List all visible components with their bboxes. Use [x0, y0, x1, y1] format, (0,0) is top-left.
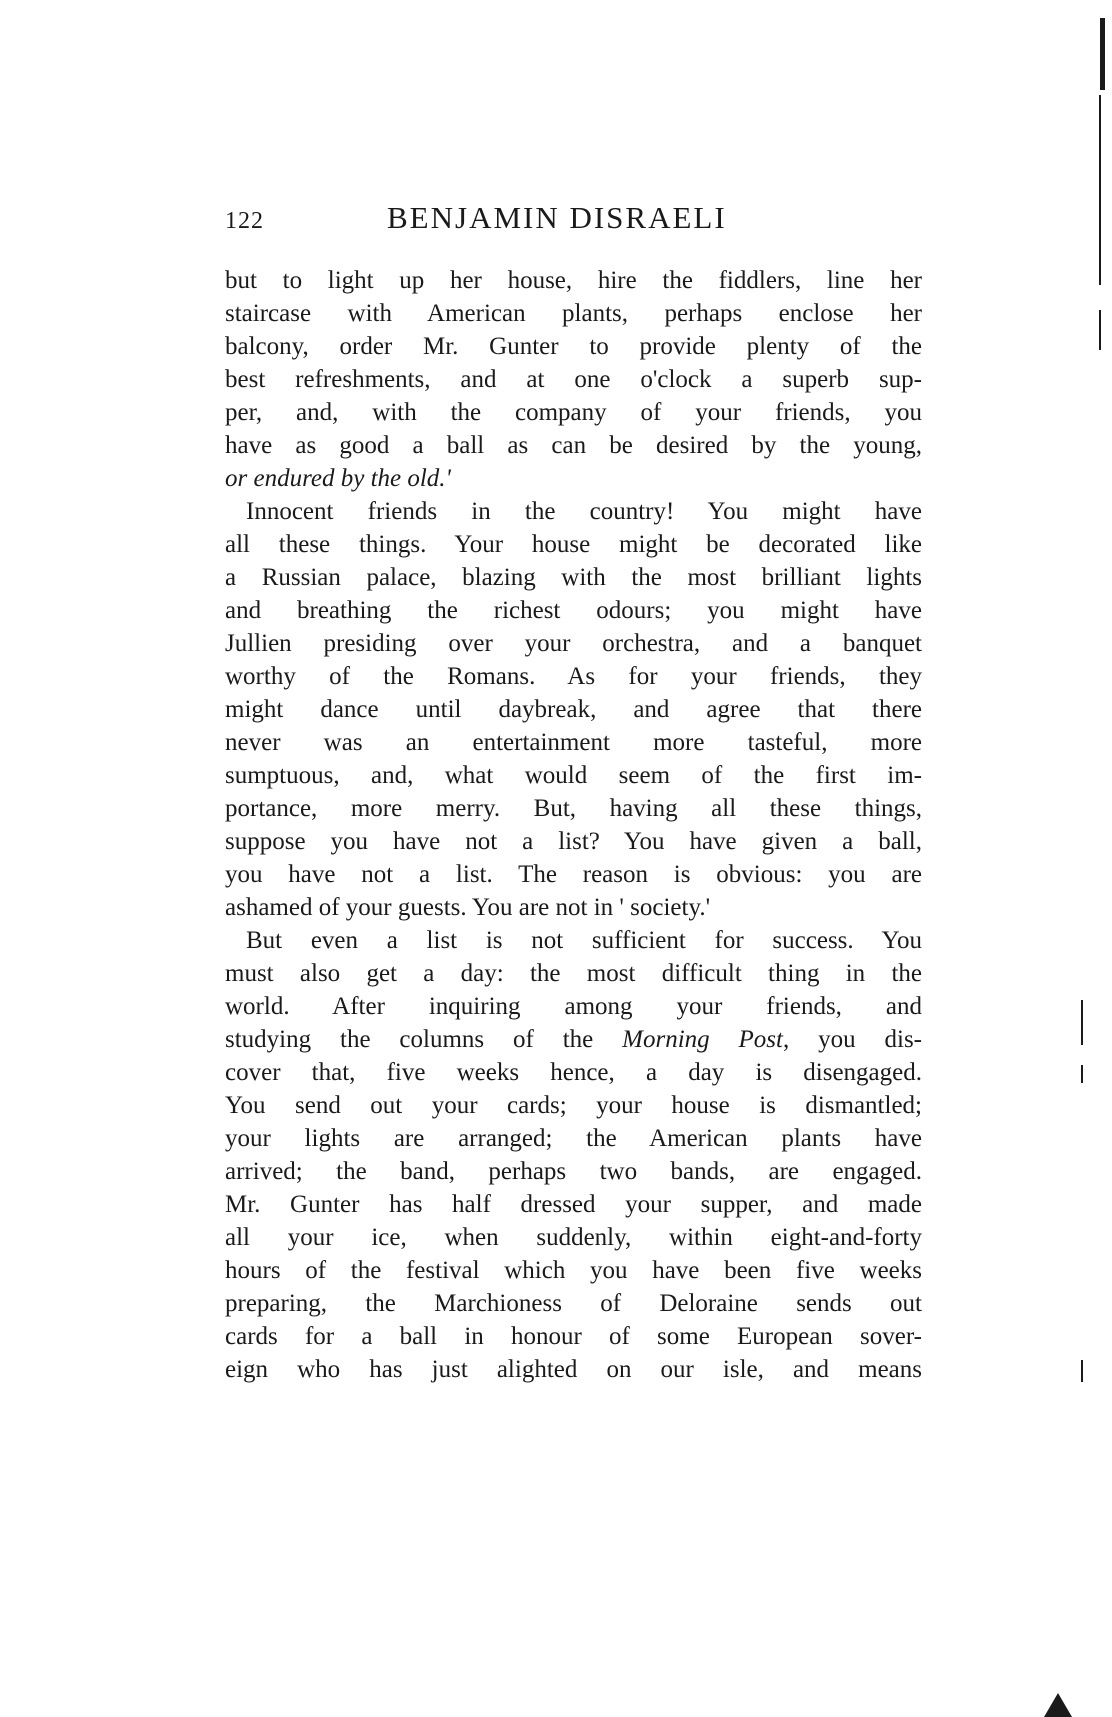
- scan-artifact: [1081, 1000, 1083, 1045]
- text-line: sumptuous, and, what would seem of the first im-: [225, 762, 922, 789]
- text-line: You send out your cards; your house is dismantled;: [225, 1092, 922, 1119]
- text-line: cover that, five weeks hence, a day is disengaged.: [225, 1059, 922, 1086]
- page-number: 122: [225, 208, 264, 234]
- text-line: preparing, the Marchioness of Deloraine sends out: [225, 1290, 922, 1317]
- italic-title: Morning Post: [622, 1026, 783, 1053]
- text-line: your lights are arranged; the American plants have: [225, 1125, 922, 1152]
- text-line-with-italic: [225, 1023, 922, 1056]
- text-line: all these things. Your house might be decorated like: [225, 531, 922, 558]
- text-line: per, and, with the company of your friends, you: [225, 399, 922, 426]
- running-head: [225, 200, 925, 240]
- text-line: world. After inquiring among your friends, and: [225, 993, 922, 1020]
- text-line: must also get a day: the most difficult thing in the: [225, 960, 922, 987]
- text-line: Innocent friends in the country! You might have: [246, 498, 922, 525]
- text-line: Mr. Gunter has half dressed your supper, and made: [225, 1191, 922, 1218]
- text-line: balcony, order Mr. Gunter to provide plenty of the: [225, 333, 922, 360]
- text-line: a Russian palace, blazing with the most brilliant lights: [225, 564, 922, 591]
- page-title: BENJAMIN DISRAELI: [387, 200, 727, 235]
- text-line: and breathing the richest odours; you might have: [225, 597, 922, 624]
- text-line: arrived; the band, perhaps two bands, are engaged.: [225, 1158, 922, 1185]
- text-line: Jullien presiding over your orchestra, and a banquet: [225, 630, 922, 657]
- text-line: hours of the festival which you have been five weeks: [225, 1257, 922, 1284]
- text-line: worthy of the Romans. As for your friends, they: [225, 663, 922, 690]
- scan-artifact: [1100, 18, 1105, 90]
- text-line: staircase with American plants, perhaps enclose her: [225, 300, 922, 327]
- text-run: , you dis-: [782, 1026, 922, 1053]
- text-line: all your ice, when suddenly, within eight-and-forty: [225, 1224, 922, 1251]
- text-line: cards for a ball in honour of some European sover-: [225, 1323, 922, 1350]
- text-line: But even a list is not sufficient for success. You: [246, 927, 922, 954]
- text-line: or endured by the old.': [225, 465, 451, 492]
- scan-artifact: [1081, 1065, 1083, 1083]
- body-text: [225, 264, 922, 1386]
- text-line: might dance until daybreak, and agree that there: [225, 696, 922, 723]
- text-line: portance, more merry. But, having all these things,: [225, 795, 922, 822]
- text-run: studying the columns of the: [225, 1026, 623, 1053]
- text-line: ashamed of your guests. You are not in ' society.': [225, 894, 711, 921]
- text-line: suppose you have not a list? You have given a ball,: [225, 828, 922, 855]
- text-line: you have not a list. The reason is obvious: you are: [225, 861, 922, 888]
- text-line: eign who has just alighted on our isle, and means: [225, 1356, 922, 1383]
- scan-artifact: [1081, 1360, 1083, 1382]
- scan-artifact: [1044, 1693, 1072, 1717]
- scan-artifact: [1099, 310, 1101, 350]
- text-line: never was an entertainment more tasteful, more: [225, 729, 922, 756]
- text-line: best refreshments, and at one o'clock a superb sup-: [225, 366, 922, 393]
- scan-artifact: [1099, 95, 1101, 285]
- text-line: but to light up her house, hire the fiddlers, line her: [225, 267, 922, 294]
- text-line: have as good a ball as can be desired by the young,: [225, 432, 922, 459]
